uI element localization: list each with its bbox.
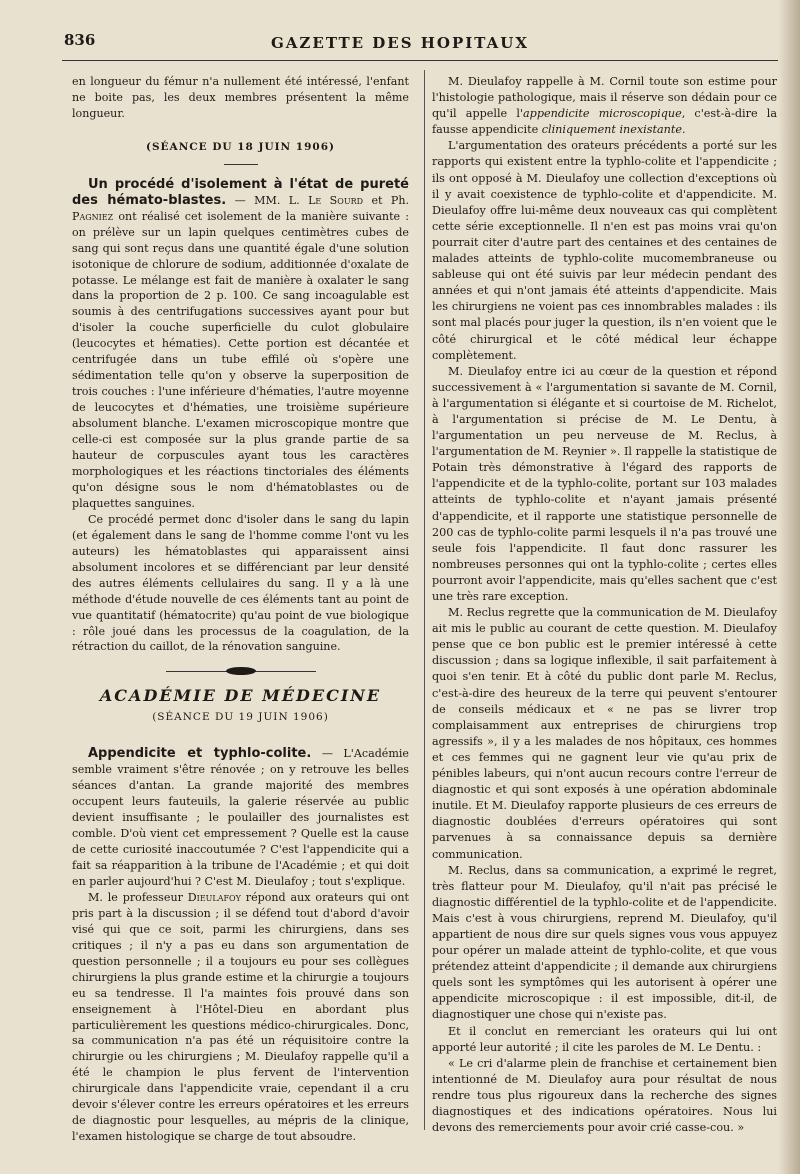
paragraph: M. Dieulafoy rappelle à M. Cornil toute son estime pour l'histologie pathologique, mais il réserve son dédain pour ce qu'il appelle l'appendicite microscopique, c'est-à-dire la fausse appendicite cliniquement inexistante.	[432, 75, 777, 137]
paragraph: L'argumentation des orateurs précédents a porté sur les rapports qui existent entre la typhlo-colite et l'appendicite ; ils ont opposé à M. Dieulafoy une collection d'exceptions où il y avait coexistence de typhlo-colite et d'appendicite. M. Dieulafoy offre lui-même deux nouveaux cas qui complètent cette série exceptionnelle. Il n'en est pas moins vrai qu'on pourrait citer d'autre part des centaines et des centaines de malades atteints de typhlo-colite mucomembraneuse ou sableuse qui ont été suivis par leur médecin pendant des années et qui n'ont jamais été atteints d'appendicite. Mais les chirurgiens ne voient pas ces innombrables malades : ils sont mal placés pour juger la question, ils n'en voient que le côté chirurgical et le côté médical leur échappe complètement.	[432, 139, 777, 362]
quotation: « Le cri d'alarme plein de franchise et certainement bien intentionné de M. Dieulafoy aura pour résultat de nous rendre tous plus rigoureux dans la recherche des signes diagnostiques et des indications opératoires. Nous lui devons des remerciements pour avoir crié casse-cou. »	[432, 1056, 777, 1135]
article-hematoblastes: Un procédé d'isolement à l'état de pureté des hémato-blastes. — MM. L. Le Sourd et Ph. Pagniez ont réalisé cet isolement de la manière suivante : on prélève sur un lapin quelques centimètres cubes de sang qui sont reçus dans une quantité égale d'une solution isotonique de chlorure de sodium, additionnée d'oxalate de potasse. Le mélange est fait de manière à oxalater le sang dans la proportion de 2 p. 100. Ce sang incoagulable est soumis à des centrifugations successives ayant pour but d'isoler la couche superficielle du culot globulaire (leucocytes et hématies). Cette portion est décantée et centrifugée dans un tube effilé où s'opère une sédimentation telle qu'on y observe la superposition de trois couches : l'une inférieure d'hématies, l'autre moyenne de leucocytes et d'hématies, une troisième supérieure absolument blanche. L'examen microscopique montre que celle-ci est composée sur la plus grande partie de sa hauteur de corpuscules ayant tous les caractères morphologiques et les réactions tinctoriales des éléments qu'on désigne sous le nom d'hématoblastes ou de plaquettes sanguines.	[72, 176, 410, 510]
author-le-sourd: Le Sourd	[308, 193, 364, 207]
paragraph: M. Reclus regrette que la communication de M. Dieulafoy ait mis le public au courant de cette question. M. Dieulafoy pense que ce bon public est le premier intéressé à cette discussion ; dans sa logique inflexible, il sait parfaitement à quoi s'en tenir. Et à côté du public dont parle M. Reclus, c'est-à-dire des heureux de la terre qui peuvent s'entourer de conseils médicaux et « ne pas se livrer trop complaisamment aux entreprises de chirurgiens trop agressifs », il y a les malades de nos hôpitaux, ces hommes et ces femmes qui ne gagnent leur vie qu'au prix de pénibles labeurs, qui n'ont aucun recours contre l'erreur de diagnostic et qui sont exposés à une opération abdominale inutile. Et M. Dieulafoy rapporte plusieurs de ces erreurs de diagnostic doublées d'erreurs opératoires qui sont parvenues à sa connaissance depuis sa dernière communication.	[432, 606, 778, 861]
page-title: GAZETTE DES HOPITAUX	[270, 34, 529, 52]
author-dieulafoy: Dieulafoy	[187, 890, 241, 904]
short-divider	[224, 164, 258, 165]
right-column	[432, 74, 777, 1136]
continued-paragraph: en longueur du fémur n'a nullement été intéressé, l'enfant ne boite pas, les deux membres présentent la même longueur.	[72, 75, 409, 120]
header-rule	[62, 60, 778, 61]
author-pagniez: Pagniez	[72, 209, 114, 223]
paragraph: Ce procédé permet donc d'isoler dans le sang du lapin (et également dans le sang de l'homme comme l'ont vu les auteurs) les hématoblastes qui apparaissent ainsi absolument incolores et se différenciant par leur densité des autres éléments cellulaires du sang. Il y a là une méthode d'étude nouvelle de ces éléments tant au point de vue quantitatif (hématocrite) qu'au point de vue biologique : rôle joué dans les processus de la coagulation, de la rétraction du caillot, de la rénovation sanguine.	[72, 512, 409, 654]
page-number: 836	[64, 31, 96, 49]
column-divider	[424, 70, 425, 1130]
seance-date-2: (SÉANCE DU 19 JUIN 1906)	[152, 711, 329, 724]
left-column	[72, 74, 409, 1145]
article-heading-hematoblastes: Un procédé d'isolement à l'état de pureté des hémato-blastes.	[72, 176, 409, 208]
section-title: ACADÉMIE DE MÉDECINE	[99, 686, 382, 706]
paragraph: Et il conclut en remerciant les orateurs qui lui ont apporté leur autorité ; il cite les paroles de M. Le Dentu. :	[432, 1024, 777, 1054]
article-heading-appendicite: Appendicite et typhlo-colite.	[88, 746, 312, 762]
paragraph: M. Reclus, dans sa communication, a exprimé le regret, très flatteur pour M. Dieulafoy, qu'il n'ait pas précisé le diagnostic différentiel de la typhlo-colite et de l'appendicite. Mais c'est à vous chirurgiens, reprend M. Dieulafoy, qu'il appartient de nous dire sur quels signes vous vous appuyez pour opérer un malade atteint de typhlo-colite, et que vous prétendez atteint d'appendicite ; il demande aux chirurgiens quels sont les symptômes qui les autorisent à opérer une appendicite microscopique : il est impossible, dit-il, de diagnostiquer une chose qui n'existe pas.	[432, 863, 777, 1022]
article-appendicite: Appendicite et typhlo-colite. — L'Académie semble vraiment s'être rénovée ; on y retrouve les belles séances d'antan. La grande majorité des membres occupent leurs fauteuils, la galerie réservée au public devient insuffisante ; le poulailler des journalistes est comble. D'où vient cet empressement ? Quelle est la cause de cette curiosité inaccoutumée ? C'est l'appendicite qui a fait sa réapparition à la tribune de l'Académie ; et qui doit en parler aujourd'hui ? C'est M. Dieulafoy ; tout s'explique.	[72, 746, 409, 888]
section-ornament	[166, 671, 316, 672]
seance-date-1: (SÉANCE DU 18 JUIN 1906)	[146, 140, 335, 153]
page-edge-shadow	[778, 0, 800, 1174]
paragraph: M. le professeur Dieulafoy répond aux orateurs qui ont pris part à la discussion ; il se défend tout d'abord d'avoir visé qui que ce soit, parmi les chirurgiens, dans ses critiques ; il n'y a pas eu dans son argumentation de question personnelle ; il a toujours eu pour ses collègues chirurgiens la plus grande estime et la chirurgie a toujours eu sa tendresse. Il l'a maintes fois prouvé dans son enseignement à l'Hôtel-Dieu en abordant plus particulièrement les questions médico-chirurgicales. Donc, sa communication n'a pas été un réquisitoire contre la chirurgie ou les chirurgiens ; M. Dieulafoy rappelle qu'il a été le champion le plus fervent de l'intervention chirurgicale dans l'appendicite vraie, cependant il a cru devoir s'élever contre les erreurs opératoires et les erreurs de diagnostic pour lesquelles, au mépris de la clinique, l'examen histologique se charge de tout absoudre.	[72, 890, 409, 1144]
paragraph: M. Dieulafoy entre ici au cœur de la question et répond successivement à « l'argumentation si savante de M. Cornil, à l'argumentation si élégante et si courtoise de M. Richelot, à l'argumentation si précise de M. Le Dentu, à l'argumentation un peu nerveuse de M. Reclus, à l'argumentation de M. Reynier ». Il rappelle la statistique de Potain très démonstrative à l'égard des rapports de l'appendicite et de la typhlo-colite, portant sur 103 malades atteints de typhlo-colite et n'ayant jamais présenté d'appendicite, et il rapporte une statistique personnelle de 200 cas de typhlo-colite parmi lesquels il n'a pas trouvé une seule fois l'appendicite. Il faut donc rassurer les nombreuses personnes qui ont la typhlo-colite ; certes elles pourront avoir l'appendicite, mais qu'elles sachent que c'est une très rare exception.	[432, 364, 777, 603]
